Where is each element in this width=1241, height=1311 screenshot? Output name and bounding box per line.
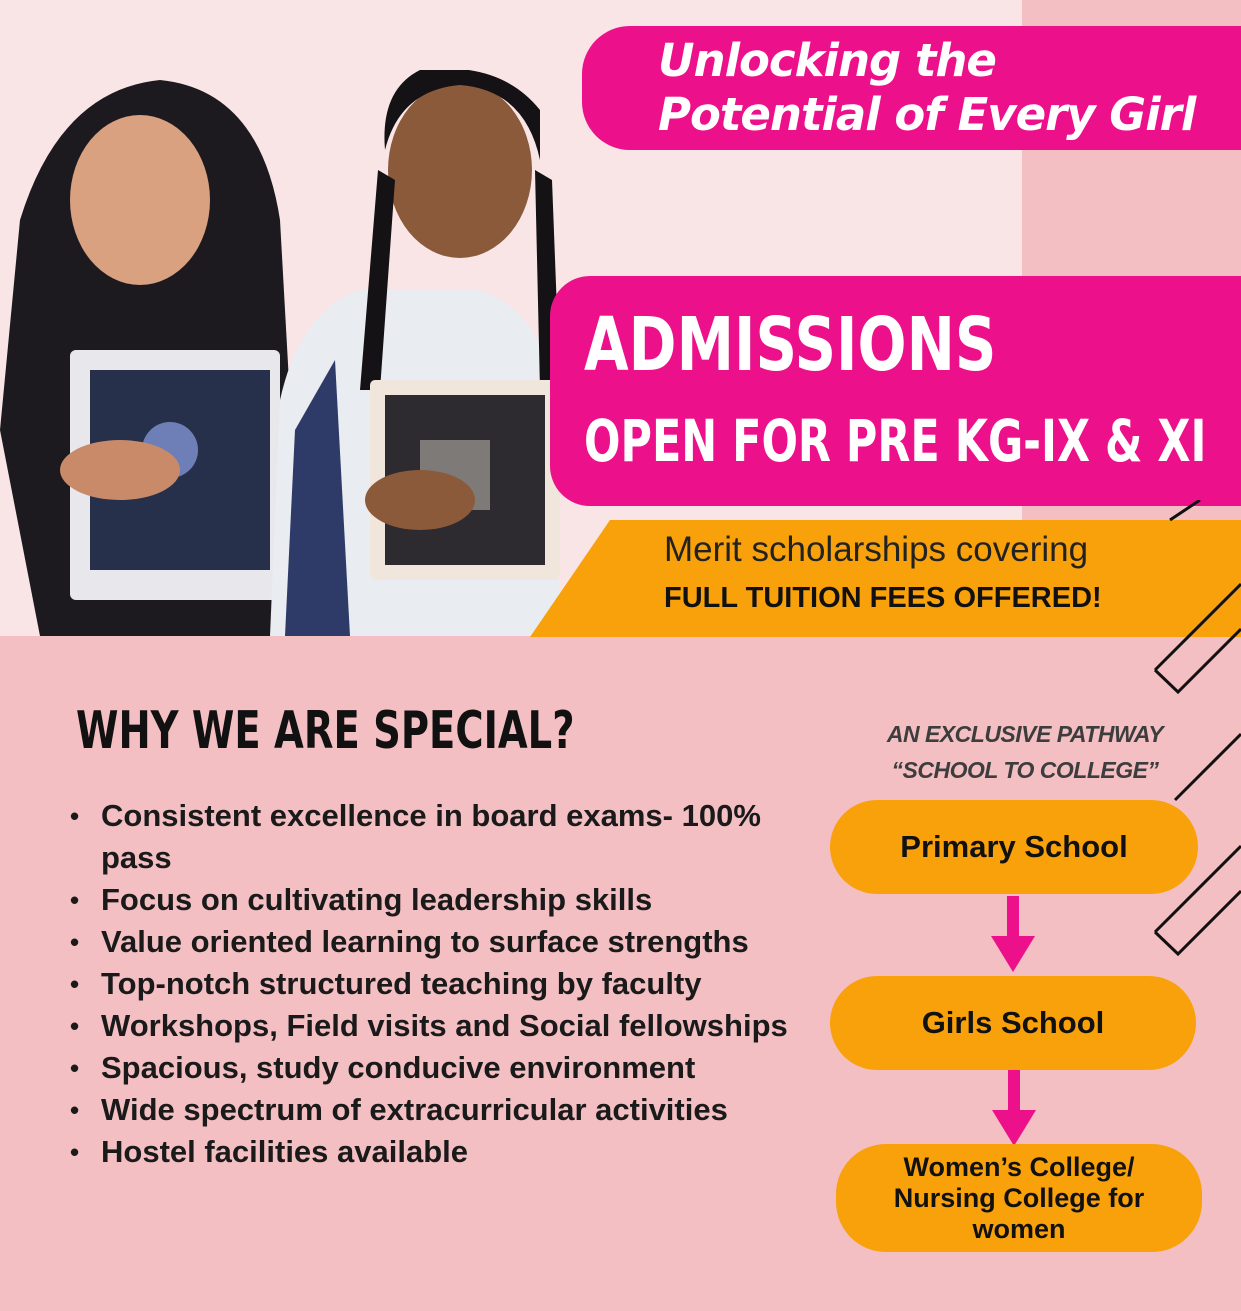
pathway-step-college (836, 1144, 1202, 1252)
list-item (66, 921, 811, 963)
admissions-subtitle: OPEN FOR PRE KG-IX & XI (584, 407, 1207, 475)
feature-text: Spacious, study conducive environment (101, 1050, 696, 1085)
bullet-icon: • (70, 927, 80, 957)
pathway-step-primary-school (830, 800, 1198, 894)
list-item (66, 1005, 811, 1047)
list-item (66, 963, 811, 1005)
feature-text: Value oriented learning to surface strengths (101, 924, 749, 959)
pathway-title-line2: “SCHOOL TO COLLEGE” (891, 757, 1159, 783)
feature-text: Hostel facilities available (101, 1134, 469, 1169)
bullet-icon: • (70, 969, 80, 999)
list-item (66, 879, 811, 921)
pathway-step-label: Girls School (921, 1005, 1105, 1040)
feature-text: Workshops, Field visits and Social fellowships (101, 1008, 788, 1043)
bullet-icon: • (70, 1137, 80, 1167)
bullet-icon: • (70, 1053, 80, 1083)
feature-text: Top-notch structured teaching by faculty (101, 966, 702, 1001)
bullet-icon: • (70, 1095, 80, 1125)
pathway-step-girls-school (830, 976, 1196, 1070)
list-item (66, 1047, 811, 1089)
scholarship-text: Merit scholarships covering (664, 530, 1089, 569)
scholarship-highlight: FULL TUITION FEES OFFERED! (664, 582, 1102, 614)
feature-text: Consistent excellence in board exams- 100% pass (101, 798, 761, 875)
feature-text: Wide spectrum of extracurricular activities (101, 1092, 728, 1127)
pathway-title-line1: AN EXCLUSIVE PATHWAY (886, 721, 1164, 747)
pathway-step-label: Women’s College/ Nursing College for women (893, 1151, 1145, 1244)
bullet-icon: • (70, 885, 80, 915)
tagline: Unlocking the Potential of Every Girl (658, 34, 1196, 141)
pathway-step-label: Primary School (900, 829, 1128, 864)
arrow-down-icon (992, 1070, 1036, 1146)
admissions-title: ADMISSIONS (584, 302, 997, 388)
why-special-heading: WHY WE ARE SPECIAL? (76, 701, 575, 761)
list-item (66, 1131, 811, 1173)
bullet-icon: • (70, 801, 80, 831)
arrow-down-icon (991, 896, 1035, 972)
feature-text: Focus on cultivating leadership skills (101, 882, 653, 917)
features-list (66, 795, 811, 1173)
list-item (66, 795, 811, 879)
pathway-title (860, 716, 1190, 788)
bullet-icon: • (70, 1011, 80, 1041)
list-item (66, 1089, 811, 1131)
students-photo (0, 70, 620, 636)
